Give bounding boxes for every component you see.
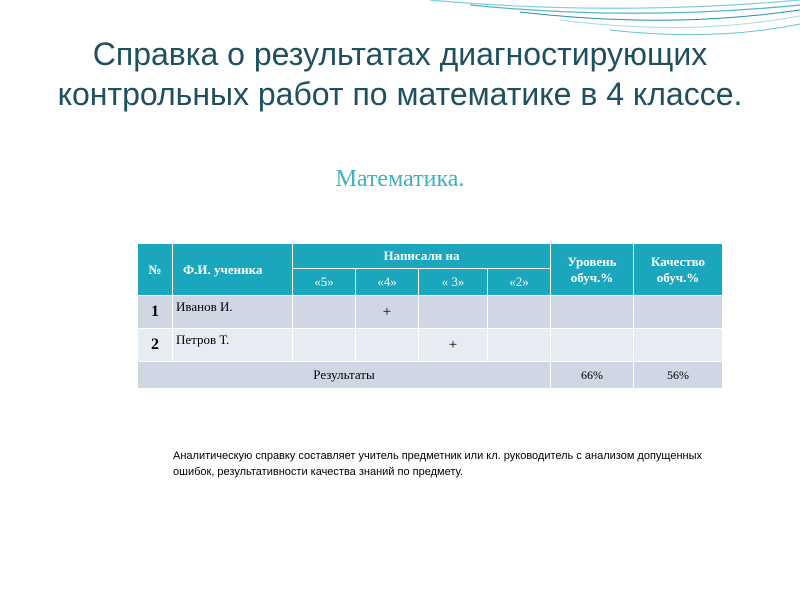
header-name: Ф.И. ученика: [173, 244, 293, 296]
slide-subtitle: Математика.: [335, 166, 465, 192]
mark-grade-4: [356, 329, 419, 362]
results-level: 66%: [551, 362, 634, 389]
mark-grade-4: +: [356, 296, 419, 329]
results-label: Результаты: [138, 362, 551, 389]
row-level: [551, 329, 634, 362]
row-quality: [634, 296, 723, 329]
header-quality: Качество обуч.%: [634, 244, 723, 296]
header-grade-5: «5»: [293, 269, 356, 296]
header-num: №: [138, 244, 173, 296]
table-row: [138, 329, 723, 362]
mark-grade-5: [293, 296, 356, 329]
mark-grade-2: [488, 329, 551, 362]
slide-title: Справка о результатах диагностирующих контрольных работ по математике в 4 классе.: [57, 36, 743, 112]
results-quality: 56%: [634, 362, 723, 389]
footnote: Аналитическую справку составляет учитель предметник или кл. руководитель с анализом допущенных ошибок, результативности качества знаний по предмету.: [173, 450, 703, 478]
row-quality: [634, 329, 723, 362]
header-grade-3: « 3»: [419, 269, 488, 296]
header-wrote: Написали на: [293, 244, 551, 269]
mark-grade-2: [488, 296, 551, 329]
row-level: [551, 296, 634, 329]
row-num: 1: [138, 296, 173, 329]
table-row: [138, 296, 723, 329]
mark-grade-3: +: [419, 329, 488, 362]
results-table: [137, 243, 723, 389]
header-grade-4: «4»: [356, 269, 419, 296]
student-name: Петров Т.: [173, 329, 293, 362]
results-row: [138, 362, 723, 389]
row-num: 2: [138, 329, 173, 362]
header-grade-2: «2»: [488, 269, 551, 296]
header-level: Уровень обуч.%: [551, 244, 634, 296]
mark-grade-3: [419, 296, 488, 329]
mark-grade-5: [293, 329, 356, 362]
student-name: Иванов И.: [173, 296, 293, 329]
